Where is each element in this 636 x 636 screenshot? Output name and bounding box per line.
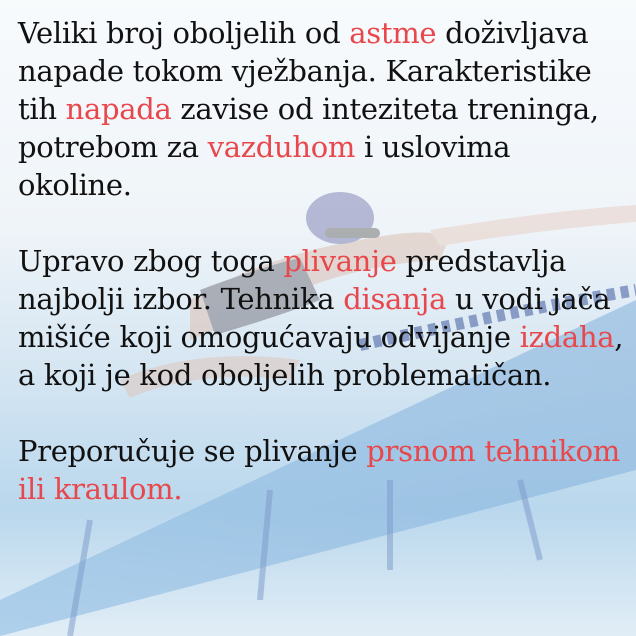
paragraph-1 [18,14,628,204]
p1-text-1: Veliki broj oboljelih od [18,16,350,50]
p2-text-1: Upravo zbog toga [18,244,284,278]
p2-highlight-disanja: disanja [343,282,447,316]
p1-highlight-vazduhom: vazduhom [207,130,356,164]
p1-highlight-napada: napada [65,92,172,126]
p2-highlight-plivanje: plivanje [283,244,397,278]
p3-highlight-tehnika: prsnom tehnikom ili kraulom. [18,434,620,506]
paragraph-2 [18,242,628,394]
p2-text-3: u vodi jača mišiće koji omogućavaju odvijanje [18,282,611,354]
p1-text-2: doživljava napade tokom vježbanja. Karakteristike tih [18,16,592,126]
p2-highlight-izdaha: izdaha [519,320,615,354]
p3-text-1: Preporučuje se plivanje [18,434,367,468]
paragraph-3 [18,432,628,508]
p2-text-2: predstavlja najbolji izbor. Tehnika [18,244,567,316]
p1-text-4: i uslovima okoline. [18,130,511,202]
p2-text-4: , a koji je kod oboljelih problematičan. [18,320,624,392]
text-content [18,14,628,546]
p1-text-3: zavise od inteziteta treninga, potrebom za [18,92,599,164]
p1-highlight-astme: astme [349,16,437,50]
